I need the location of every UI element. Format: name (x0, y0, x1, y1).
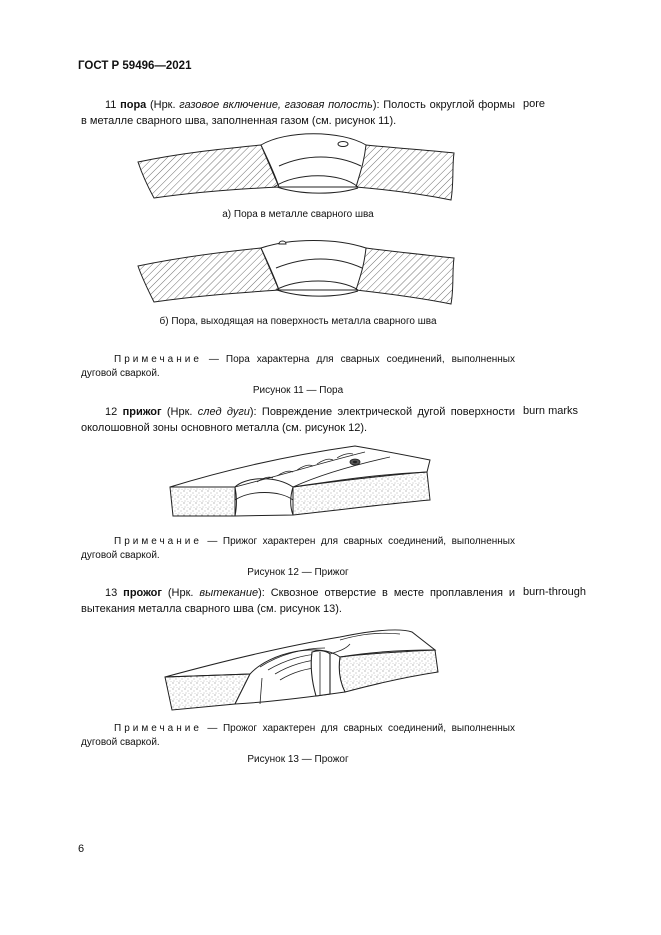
figure-11-caption: Рисунок 11 — Пора (252, 385, 344, 396)
weld-cap (261, 134, 366, 187)
figure-12-drawing (165, 442, 435, 520)
pore-icon (338, 142, 348, 147)
figure-13-note: Примечание — Прожог характерен для сварных соединений, выполненных дуговой сваркой. (81, 723, 515, 748)
term-11-english: pore (523, 98, 546, 110)
figure-11b-subcaption: б) Пора, выходящая на поверхность металла сварного шва (159, 316, 437, 327)
term-synonyms: газовое включение, газовая полость (179, 99, 373, 111)
note-label: Примечание (114, 354, 202, 365)
term-number: 12 (105, 406, 118, 418)
burn-through-hole-icon (311, 651, 330, 696)
term-11-definition: 11 пора (Нрк. газовое включение, газовая полость): Полость округлой формы в металле сварного шва, заполненная газом (см. рисунок 11). (81, 99, 515, 127)
right-plate (356, 248, 454, 304)
right-plate (356, 145, 454, 200)
right-plate (339, 650, 438, 692)
term-name: пора (120, 99, 147, 111)
term-synonyms: вытекание (199, 587, 259, 599)
figure-11-note: Примечание — Пора характерна для сварных соединений, выполненных дуговой сваркой. (81, 354, 515, 379)
left-plate (138, 248, 279, 302)
term-synonyms: след дуги (197, 406, 250, 418)
figure-12-caption: Рисунок 12 — Прижог (247, 567, 349, 578)
note-label: Примечание (114, 723, 202, 734)
left-plate (138, 145, 279, 198)
figure-11a-drawing (136, 132, 458, 202)
term-12-english: burn marks (523, 405, 579, 417)
figure-11b-drawing (136, 238, 458, 308)
note-label: Примечание (114, 536, 202, 547)
figure-11a-subcaption: а) Пора в металле сварного шва (222, 209, 374, 220)
term-number: 11 (105, 99, 117, 111)
term-13-definition: 13 прожог (Нрк. вытекание): Сквозное отверстие в месте проплавления и вытекания металла сварного шва (см. рисунок 13). (81, 587, 515, 615)
surface-pore-icon (279, 241, 286, 244)
figure-13-drawing (160, 622, 442, 714)
term-number: 13 (105, 587, 118, 599)
figure-12-note: Примечание — Прижог характерен для сварных соединений, выполненных дуговой сваркой. (81, 536, 515, 561)
document-code: ГОСТ Р 59496—2021 (78, 60, 192, 72)
left-plate (165, 674, 250, 710)
figure-13-caption: Рисунок 13 — Прожог (247, 754, 349, 765)
term-12-definition: 12 прижог (Нрк. след дуги): Повреждение электрической дугой поверхности околошовной зоны основного металла (см. рисунок 12). (81, 406, 515, 434)
term-name: прижог (122, 406, 162, 418)
weld-cap (261, 241, 366, 291)
term-name: прожог (123, 587, 162, 599)
term-13-english: burn-through (523, 586, 586, 598)
page-number: 6 (78, 843, 85, 855)
left-plate (170, 487, 235, 516)
